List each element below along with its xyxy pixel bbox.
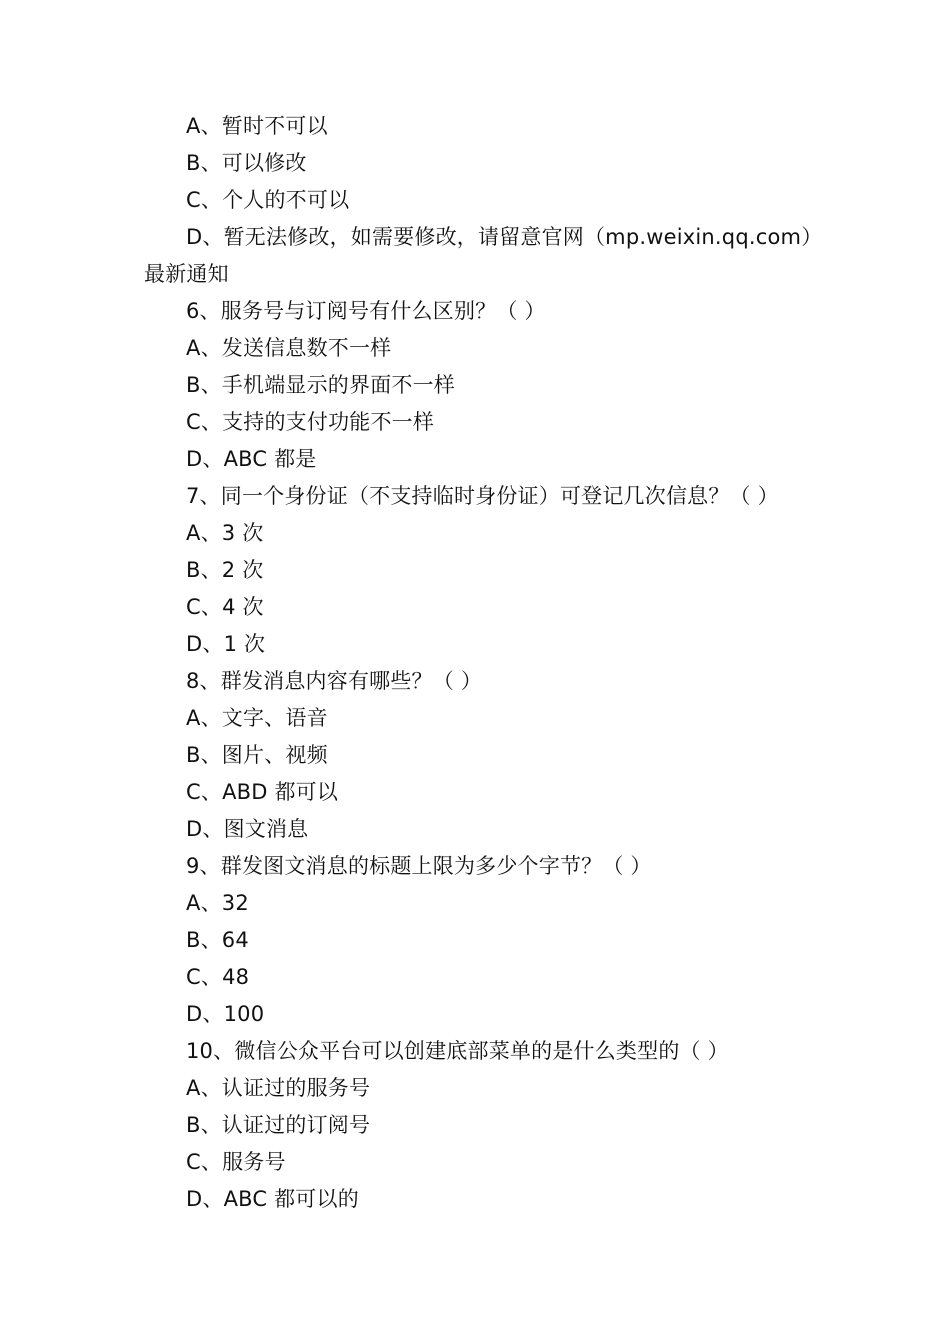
option-a: A、暂时不可以	[186, 114, 328, 138]
q7-option-b: B、2 次	[186, 558, 264, 582]
q8-option-a: A、文字、语音	[186, 706, 328, 730]
question-6: 6、服务号与订阅号有什么区别？（ ）	[186, 299, 546, 323]
q8-option-b: B、图片、视频	[186, 743, 328, 767]
q7-option-a: A、3 次	[186, 521, 264, 545]
option-d-continued: 最新通知	[144, 262, 229, 286]
q10-option-a: A、认证过的服务号	[186, 1076, 371, 1100]
question-8: 8、群发消息内容有哪些？（ ）	[186, 669, 483, 693]
q7-option-d: D、1 次	[186, 632, 266, 656]
option-c: C、个人的不可以	[186, 188, 350, 212]
q10-option-d: D、ABC 都可以的	[186, 1187, 359, 1211]
q6-option-a: A、发送信息数不一样	[186, 336, 392, 360]
q7-option-c: C、4 次	[186, 595, 264, 619]
option-d: D、暂无法修改，如需要修改，请留意官网（mp.weixin.qq.com）	[186, 225, 823, 249]
q9-option-a: A、32	[186, 891, 249, 915]
q9-option-c: C、48	[186, 965, 250, 989]
q8-option-d: D、图文消息	[186, 817, 309, 841]
question-10: 10、微信公众平台可以创建底部菜单的是什么类型的（ ）	[186, 1039, 729, 1063]
question-9: 9、群发图文消息的标题上限为多少个字节？（ ）	[186, 854, 652, 878]
question-7: 7、同一个身份证（不支持临时身份证）可登记几次信息？（ ）	[186, 484, 779, 508]
q6-option-c: C、支持的支付功能不一样	[186, 410, 435, 434]
q9-option-d: D、100	[186, 1002, 265, 1026]
option-b: B、可以修改	[186, 151, 307, 175]
q10-option-b: B、认证过的订阅号	[186, 1113, 371, 1137]
q8-option-c: C、ABD 都可以	[186, 780, 339, 804]
q10-option-c: C、服务号	[186, 1150, 286, 1174]
q9-option-b: B、64	[186, 928, 249, 952]
q6-option-b: B、手机端显示的界面不一样	[186, 373, 456, 397]
q6-option-d: D、ABC 都是	[186, 447, 317, 471]
